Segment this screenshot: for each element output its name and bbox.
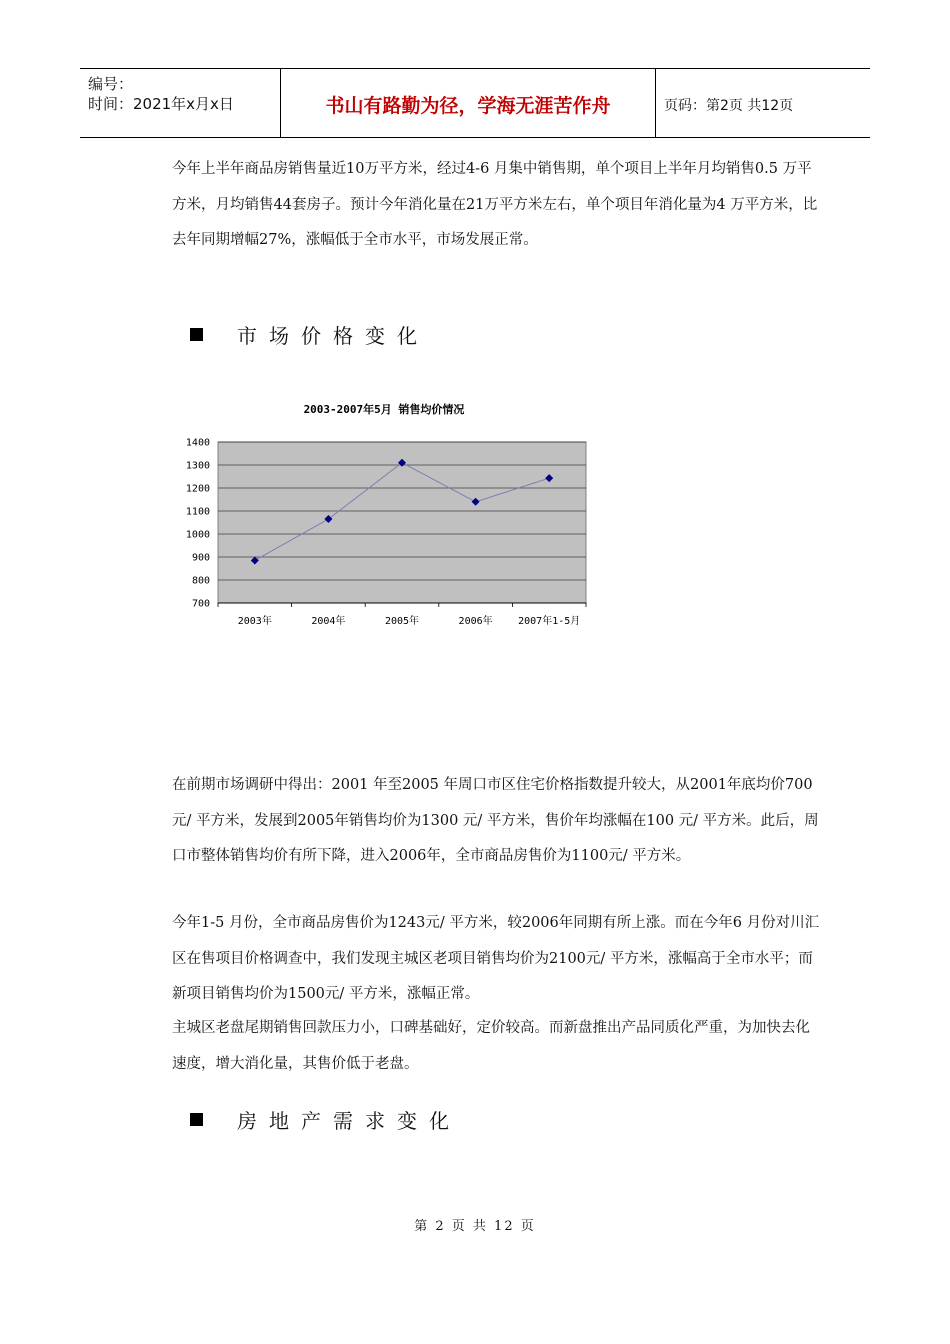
header-motto-cell <box>281 69 656 137</box>
x-tick-label: 2005年 <box>384 616 420 627</box>
header-right-cell <box>656 69 870 137</box>
x-tick-label: 2003年 <box>237 616 272 627</box>
heading-text: 市场价格变化 <box>237 324 429 348</box>
x-tick-label: 2006年 <box>458 616 493 627</box>
page-footer: 第 2 页 共 12 页 <box>414 1219 536 1234</box>
x-tick-label: 2007年1-5月 <box>518 616 581 627</box>
header-motto: 书山有路勤为径，学海无涯苦作舟 <box>325 95 611 117</box>
paragraph-current-price: 今年1-5 月份，全市商品房售价为1243元/ 平方米，较2006年同期有所上涨。而在今年6 月份对川汇区在售项目价格调查中，我们发现主城区老项目销售均价为2100元/ 平方米，涨幅高于全市水平；而新项目销售均价为1500元/ 平方米，涨幅正常。 <box>172 915 820 1002</box>
page-number-label: 页码：第2页 共12页 <box>664 98 794 114</box>
y-tick-label: 800 <box>191 575 210 587</box>
page-header <box>80 68 870 138</box>
section-heading-demand <box>190 1105 461 1134</box>
square-bullet-icon <box>190 328 203 341</box>
y-tick-label: 1400 <box>185 437 210 449</box>
number-label: 编号： <box>88 75 134 93</box>
y-tick-label: 900 <box>191 552 210 564</box>
square-bullet-icon <box>190 1113 203 1126</box>
section-heading-price <box>190 320 429 349</box>
heading-text: 房地产需求变化 <box>237 1109 461 1133</box>
paragraph-old-vs-new: 主城区老盘尾期销售回款压力小，口碑基础好，定价较高。而新盘推出产品同质化严重，为加快去化速度，增大消化量，其售价低于老盘。 <box>172 1020 810 1072</box>
chart-plot-area <box>186 438 586 628</box>
x-tick-label: 2004年 <box>311 616 346 627</box>
time-label: 时间：2021年x月x日 <box>88 95 234 113</box>
y-tick-label: 1300 <box>185 460 210 472</box>
paragraph-price-history: 在前期市场调研中得出：2001 年至2005 年周口市区住宅价格指数提升较大，从2001年底均价700 元/ 平方米，发展到2005年销售均价为1300 元/ 平方米，售价年均涨幅在100 元/ 平方米。此后，周口市整体销售均价有所下降，进入2006年，全市商品房售价为1100元/ 平方米。 <box>172 777 819 864</box>
header-left-cell <box>80 69 281 137</box>
paragraph-sales-volume: 今年上半年商品房销售量近10万平方米，经过4-6 月集中销售期，单个项目上半年月均销售0.5 万平方米，月均销售44套房子。预计今年消化量在21万平方米左右，单个项目年消化量为4 万平方米，比去年同期增幅27%，涨幅低于全市水平，市场发展正常。 <box>172 161 818 248</box>
y-tick-label: 1200 <box>185 483 210 495</box>
chart-title: 2003-2007年5月 销售均价情况 <box>303 403 465 416</box>
price-line-chart <box>170 390 600 640</box>
y-tick-label: 1000 <box>185 529 210 541</box>
y-tick-label: 1100 <box>185 506 210 518</box>
y-tick-label: 700 <box>191 598 210 610</box>
